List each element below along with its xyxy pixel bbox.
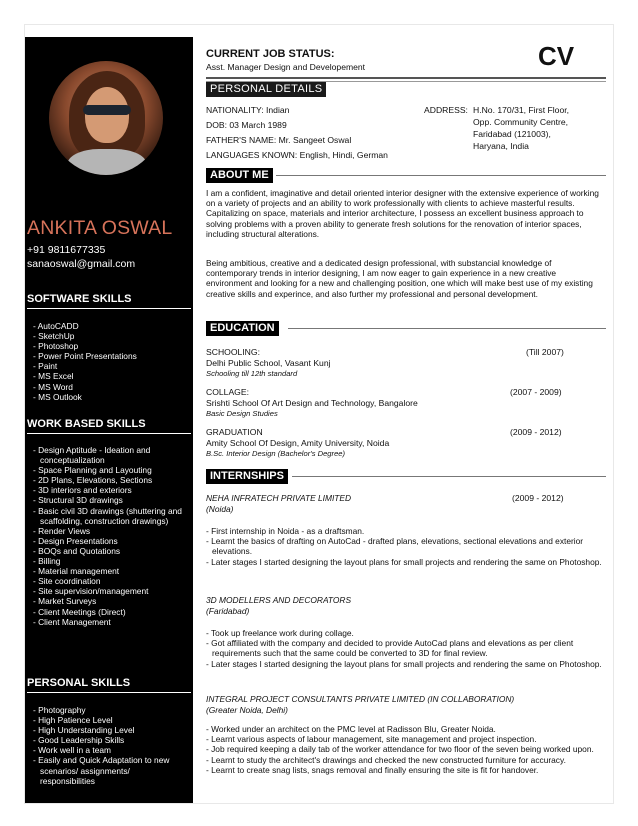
list-item: - BOQs and Quotations (33, 545, 121, 556)
education-school: Amity School Of Design, Amity University, Noida (206, 438, 390, 448)
list-item: - Learnt to create snag lists, snags removal and finally ensuring the site is fit for handover. (206, 764, 539, 775)
internship-points (206, 724, 604, 775)
languages-known: LANGUAGES KNOWN: English, Hindi, German (206, 150, 388, 160)
internship-company: INTEGRAL PROJECT CONSULTANTS PRIVATE LIMITED (IN COLLABORATION) (206, 694, 515, 704)
list-item: - Client Management (33, 616, 111, 627)
sidebar (25, 37, 193, 803)
list-item: - Structural 3D drawings (33, 495, 123, 506)
address-label: ADDRESS: (424, 105, 468, 115)
education-years: (2007 - 2009) (510, 387, 562, 397)
list-item: - Material management (33, 566, 120, 577)
education-years: (2009 - 2012) (510, 427, 562, 437)
education-divider (288, 328, 606, 329)
profile-photo (49, 61, 163, 175)
software-skills-list (33, 321, 189, 402)
list-item: - Design Presentations (33, 535, 118, 546)
email-address: sanaoswal@gmail.com (27, 258, 136, 270)
list-item: - Easily and Quick Adaptation to new scenarios/ assignments/ responsibilities (33, 755, 170, 786)
list-item: - Learnt to study the architect's drawings and checked the new constructed furniture for accuracy. (206, 754, 566, 765)
list-item: - High Patience Level (33, 715, 113, 726)
list-item: - Design Aptitude - Ideation and conceptualization (33, 445, 151, 466)
nationality: NATIONALITY: Indian (206, 105, 290, 115)
software-skills-heading: SOFTWARE SKILLS (27, 293, 191, 309)
list-item: - MS Excel (33, 371, 74, 382)
list-item: - Got affiliated with the company and decided to provide AutoCad plans and elevations as per client requirements such that the same could be converted to 3D for final review. (206, 638, 574, 659)
about-divider (276, 175, 606, 176)
internships-heading: INTERNSHIPS (206, 469, 288, 484)
list-item: - Render Views (33, 525, 91, 536)
work-skills-heading: WORK BASED SKILLS (27, 418, 191, 434)
date-of-birth: DOB: 03 March 1989 (206, 120, 287, 130)
list-item: - Market Surveys (33, 596, 97, 607)
list-item: - Power Point Presentations (33, 351, 137, 362)
internship-location: (Faridabad) (206, 606, 250, 616)
list-item: - Later stages I started designing the layout plans for small projects and rendering the same on Photoshop. (206, 658, 602, 669)
list-item: - Learnt various aspects of labour management, site management and project inspection. (206, 734, 537, 745)
address-line: Faridabad (121003), (473, 129, 551, 139)
internship-points (206, 526, 604, 567)
cv-title: CV (538, 41, 575, 71)
about-paragraph-2: Being ambitious, creative and a dedicated design professional, with substancial knowledge of contemporary trends in interior designing, I am now eager to gain experience in a new creative environment and looking for a new and challenging position, one which will make best use of my existing creative skills and experince, and also further my professional and personal development. (206, 258, 593, 299)
job-status-label: CURRENT JOB STATUS: (206, 48, 335, 60)
list-item: - Space Planning and Layouting (33, 465, 152, 476)
list-item: - Basic civil 3D drawings (shuttering and scaffolding, construction drawings) (33, 505, 182, 526)
list-item: - Worked under an architect on the PMC level at Radisson Blu, Greater Noida. (206, 724, 496, 734)
about-heading: ABOUT ME (206, 168, 273, 183)
resume-page (25, 25, 613, 803)
list-item: - Client Meetings (Direct) (33, 606, 126, 617)
education-label: COLLAGE: (206, 387, 249, 397)
education-school: Delhi Public School, Vasant Kunj (206, 358, 331, 368)
internship-location: (Noida) (206, 504, 234, 514)
list-item: - Site coordination (33, 576, 101, 587)
list-item: - Took up freelance work during collage. (206, 628, 354, 638)
internship-company: 3D MODELLERS AND DECORATORS (206, 595, 352, 605)
list-item: - Good Leadership Skills (33, 735, 125, 746)
education-note: B.Sc. Interior Design (Bachelor's Degree) (206, 449, 346, 458)
about-paragraph-1: I am a confident, imaginative and detail oriented interior designer with the extensive experience of working on a variety of projects and an ability to work professionally with clients to achieve masterful results. Capitalizing on space, materials and interior architecture, I possess an excellent business approach to solving problems with a proven ability to generate fresh solutions for the renovation of interior spaces, including structural alterations. (206, 188, 599, 239)
personal-details-heading: PERSONAL DETAILS (206, 82, 326, 97)
candidate-name: ANKITA OSWAL (27, 217, 173, 239)
education-school: Srishti School Of Art Design and Technology, Bangalore (206, 398, 418, 408)
personal-skills-heading: PERSONAL SKILLS (27, 677, 191, 693)
list-item: - AutoCADD (33, 321, 79, 331)
education-label: GRADUATION (206, 427, 263, 437)
list-item: - Work well in a team (33, 745, 112, 756)
education-heading: EDUCATION (206, 321, 279, 336)
list-item: - 2D Plans, Elevations, Sections (33, 475, 153, 486)
list-item: - Later stages I started designing the layout plans for small projects and rendering the same on Photoshop. (206, 556, 602, 567)
internship-company: NEHA INFRATECH PRIVATE LIMITED (206, 493, 352, 503)
work-skills-list (33, 445, 183, 627)
photo-sunglasses (83, 105, 131, 115)
address-line: Opp. Community Centre, (473, 117, 569, 127)
list-item: - Photoshop (33, 341, 79, 352)
list-item: - Paint (33, 361, 58, 372)
list-item: - Photography (33, 705, 86, 715)
phone-number: +91 9811677335 (27, 244, 106, 256)
list-item: - SketchUp (33, 331, 75, 342)
address-line: Haryana, India (473, 141, 529, 151)
list-item: - MS Outlook (33, 391, 82, 402)
education-years: (Till 2007) (526, 347, 564, 357)
list-item: - High Understanding Level (33, 725, 135, 736)
list-item: - 3D interiors and exteriors (33, 485, 132, 496)
list-item: - Site supervision/management (33, 586, 149, 597)
internships-divider (292, 476, 606, 477)
list-item: - MS Word (33, 381, 73, 392)
fathers-name: FATHER'S NAME: Mr. Sangeet Oswal (206, 135, 352, 145)
photo-face (85, 87, 129, 143)
list-item: - Billing (33, 556, 61, 567)
internship-years: (2009 - 2012) (512, 493, 564, 503)
job-status-value: Asst. Manager Design and Developement (206, 62, 366, 72)
personal-skills-list (33, 705, 183, 786)
list-item: - First internship in Noida - as a draftsman. (206, 526, 365, 536)
header-rule (206, 77, 606, 79)
education-note: Basic Design Studies (206, 409, 278, 418)
photo-shirt (67, 149, 147, 175)
internship-location: (Greater Noida, Delhi) (206, 705, 288, 715)
internship-points (206, 628, 604, 669)
address-line: H.No. 170/31, First Floor, (473, 105, 569, 115)
education-note: Schooling till 12th standard (206, 369, 298, 378)
education-label: SCHOOLING: (206, 347, 260, 357)
list-item: - Learnt the basics of drafting on AutoCad - drafted plans, elevations, sectional elevations and exterior elevations. (206, 536, 584, 557)
list-item: - Job required keeping a daily tab of the worker attendance for two floor of the seven being worked upon. (206, 744, 594, 755)
